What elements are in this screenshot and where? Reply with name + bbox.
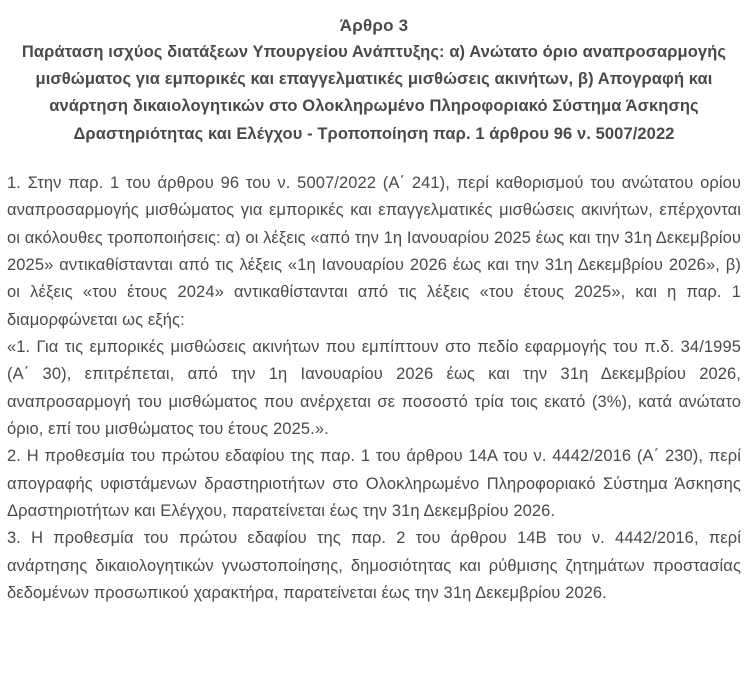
paragraph-1: 1. Στην παρ. 1 του άρθρου 96 του ν. 5007/2022 (Α΄ 241), περί καθορισμού του ανώτατου ορίου αναπροσαρμογής μισθώματος για εμπορικές και επαγγελματικές μισθώσεις ακινήτων, επέρχονται οι ακόλουθες τροποποιήσεις: α) οι λέξεις «από την 1η Ιανουαρίου 2025 έως και την 31η Δεκεμβρίου 2025» αντικαθίστανται από τις λέξεις «1η Ιανουαρίου 2026 έως και την 31η Δεκεμβρίου 2026», β) οι λέξεις «του έτους 2024» αντικαθίστανται από τις λέξεις «του έτους 2025», και η παρ. 1 διαμορφώνεται ως εξής: (7, 173, 741, 329)
paragraph-2: 2. Η προθεσμία του πρώτου εδαφίου της παρ. 1 του άρθρου 14Α του ν. 4442/2016 (Α΄ 230), περί απογραφής υφιστάμενων δραστηριοτήτων στο Ολοκληρωμένο Πληροφοριακό Σύστημα Άσκησης Δραστηριοτήτων και Ελέγχου, παρατείνεται έως την 31η Δεκεμβρίου 2026. (7, 447, 741, 520)
article-heading (7, 12, 741, 148)
article-body (7, 170, 741, 608)
paragraph-quoted-provision: «1. Για τις εμπορικές μισθώσεις ακινήτων που εμπίπτουν στο πεδίο εφαρμογής του π.δ. 34/1995 (Α΄ 30), επιτρέπεται, από την 1η Ιανουαρίου 2026 έως και την 31η Δεκεμβρίου 2026, αναπροσαρμογή του μισθώματος που ανέρχεται σε ποσοστό τρία τοις εκατό (3%), κατά ανώτατο όριο, επί του μισθώματος του έτους 2025.». (7, 337, 741, 438)
paragraph-3: 3. Η προθεσμία του πρώτου εδαφίου της παρ. 2 του άρθρου 14Β του ν. 4442/2016, περί ανάρτησης δικαιολογητικών γνωστοποίησης, δημοσιότητας και ρύθμισης ζητημάτων προστασίας δεδομένων προσωπικού χαρακτήρα, παρατείνεται έως την 31η Δεκεμβρίου 2026. (7, 529, 741, 602)
article-number: Άρθρο 3 (339, 16, 409, 35)
article-title: Παράταση ισχύος διατάξεων Υπουργείου Ανάπτυξης: α) Ανώτατο όριο αναπροσαρμογής μισθώματος για εμπορικές και επαγγελματικές μισθώσεις ακινήτων, β) Απογραφή και ανάρτηση δικαιολογητικών στο Ολοκληρωμένο Πληροφοριακό Σύστημα Άσκησης Δραστηριότητας και Ελέγχου - Τροποποίηση παρ. 1 άρθρου 96 ν. 5007/2022 (21, 43, 727, 143)
